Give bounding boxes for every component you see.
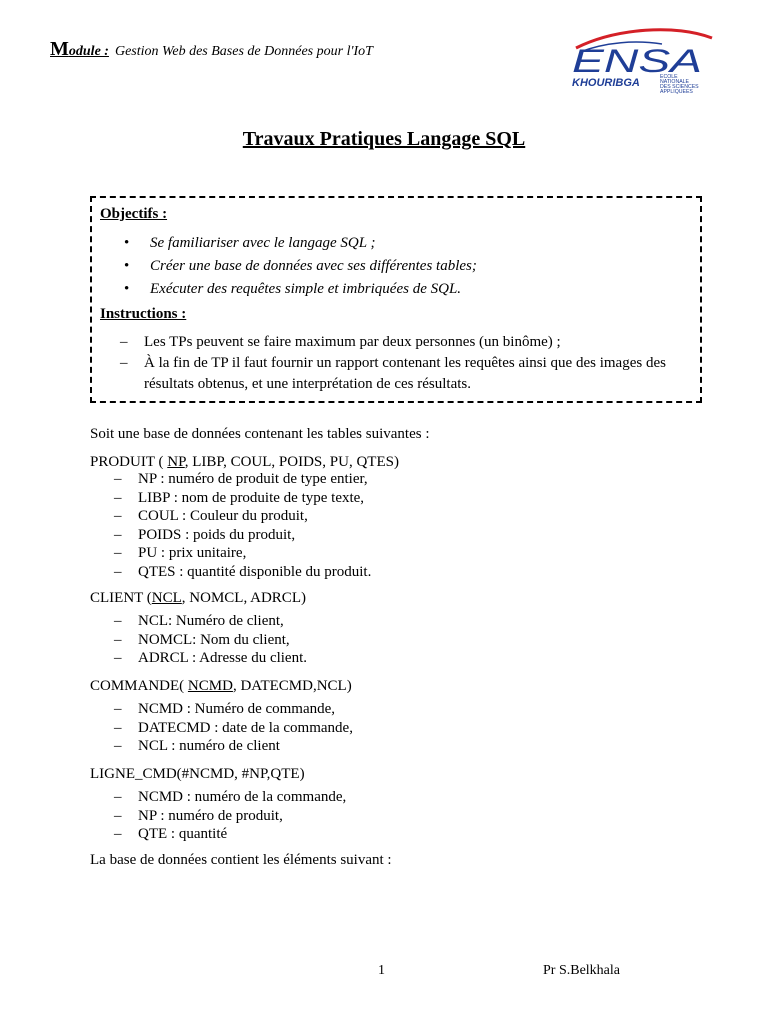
field-item: – NOMCL: Nom du client, xyxy=(112,631,307,650)
svg-text:KHOURIBGA: KHOURIBGA xyxy=(572,77,640,89)
table-commande-header: COMMANDE( NCMD, DATECMD,NCL) xyxy=(90,678,352,694)
table-client-fields xyxy=(112,612,307,668)
field-item: – DATECMD : date de la commande, xyxy=(112,719,353,738)
instruction-item: – À la fin de TP il faut fournir un rapport contenant les requêtes ainsi que des images des résultats obtenus, et une interprétation de ces résultats. xyxy=(118,353,698,395)
intro-text: Soit une base de données contenant les tables suivantes : xyxy=(90,426,430,442)
instructions-list xyxy=(118,332,698,395)
objective-item: • Créer une base de données avec ses différentes tables; xyxy=(122,255,477,278)
field-item: – PU : prix unitaire, xyxy=(112,544,371,563)
svg-text:DES SCIENCES: DES SCIENCES xyxy=(660,84,699,90)
svg-text:APPLIQUEES: APPLIQUEES xyxy=(660,89,693,94)
table-produit-fields xyxy=(112,470,371,582)
author-name: Pr S.Belkhala xyxy=(543,963,620,978)
table-produit-header: PRODUIT ( NP, LIBP, COUL, POIDS, PU, QTES) xyxy=(90,454,399,470)
field-item: – QTES : quantité disponible du produit. xyxy=(112,563,371,582)
table-ligne-cmd-fields xyxy=(112,788,346,844)
page-number: 1 xyxy=(378,963,385,978)
field-item: – NP : numéro de produit, xyxy=(112,807,346,826)
instructions-heading: Instructions : xyxy=(100,306,187,322)
field-item: – NP : numéro de produit de type entier, xyxy=(112,470,371,489)
field-item: – COUL : Couleur du produit, xyxy=(112,507,371,526)
field-item: – NCMD : Numéro de commande, xyxy=(112,700,353,719)
svg-text:ENSA: ENSA xyxy=(572,43,702,79)
objectives-list xyxy=(122,232,477,301)
field-item: – NCL : numéro de client xyxy=(112,737,353,756)
field-item: – LIBP : nom de produite de type texte, xyxy=(112,489,371,508)
objective-item: • Se familiariser avec le langage SQL ; xyxy=(122,232,477,255)
table-ligne-cmd-header: LIGNE_CMD(#NCMD, #NP,QTE) xyxy=(90,766,305,782)
table-commande-fields xyxy=(112,700,353,756)
page-title: Travaux Pratiques Langage SQL xyxy=(242,128,526,150)
instruction-item: – Les TPs peuvent se faire maximum par deux personnes (un binôme) ; xyxy=(118,332,698,353)
field-item: – QTE : quantité xyxy=(112,825,346,844)
svg-text:NATIONALE: NATIONALE xyxy=(660,79,690,85)
module-label: Module : xyxy=(50,38,109,60)
field-item: – ADRCL : Adresse du client. xyxy=(112,649,307,668)
module-title: Gestion Web des Bases de Données pour l'IoT xyxy=(114,44,373,59)
module-header xyxy=(50,38,373,61)
svg-text:ECOLE: ECOLE xyxy=(660,74,678,80)
field-item: – NCL: Numéro de client, xyxy=(112,612,307,631)
objectives-heading: Objectifs : xyxy=(100,206,168,222)
objective-item: • Exécuter des requêtes simple et imbriquées de SQL. xyxy=(122,278,477,301)
objectives-box xyxy=(90,196,702,403)
field-item: – NCMD : numéro de la commande, xyxy=(112,788,346,807)
table-client-header: CLIENT (NCL, NOMCL, ADRCL) xyxy=(90,590,306,606)
ensa-logo xyxy=(566,26,716,94)
field-item: – POIDS : poids du produit, xyxy=(112,526,371,545)
outro-text: La base de données contient les éléments suivant : xyxy=(90,852,392,868)
